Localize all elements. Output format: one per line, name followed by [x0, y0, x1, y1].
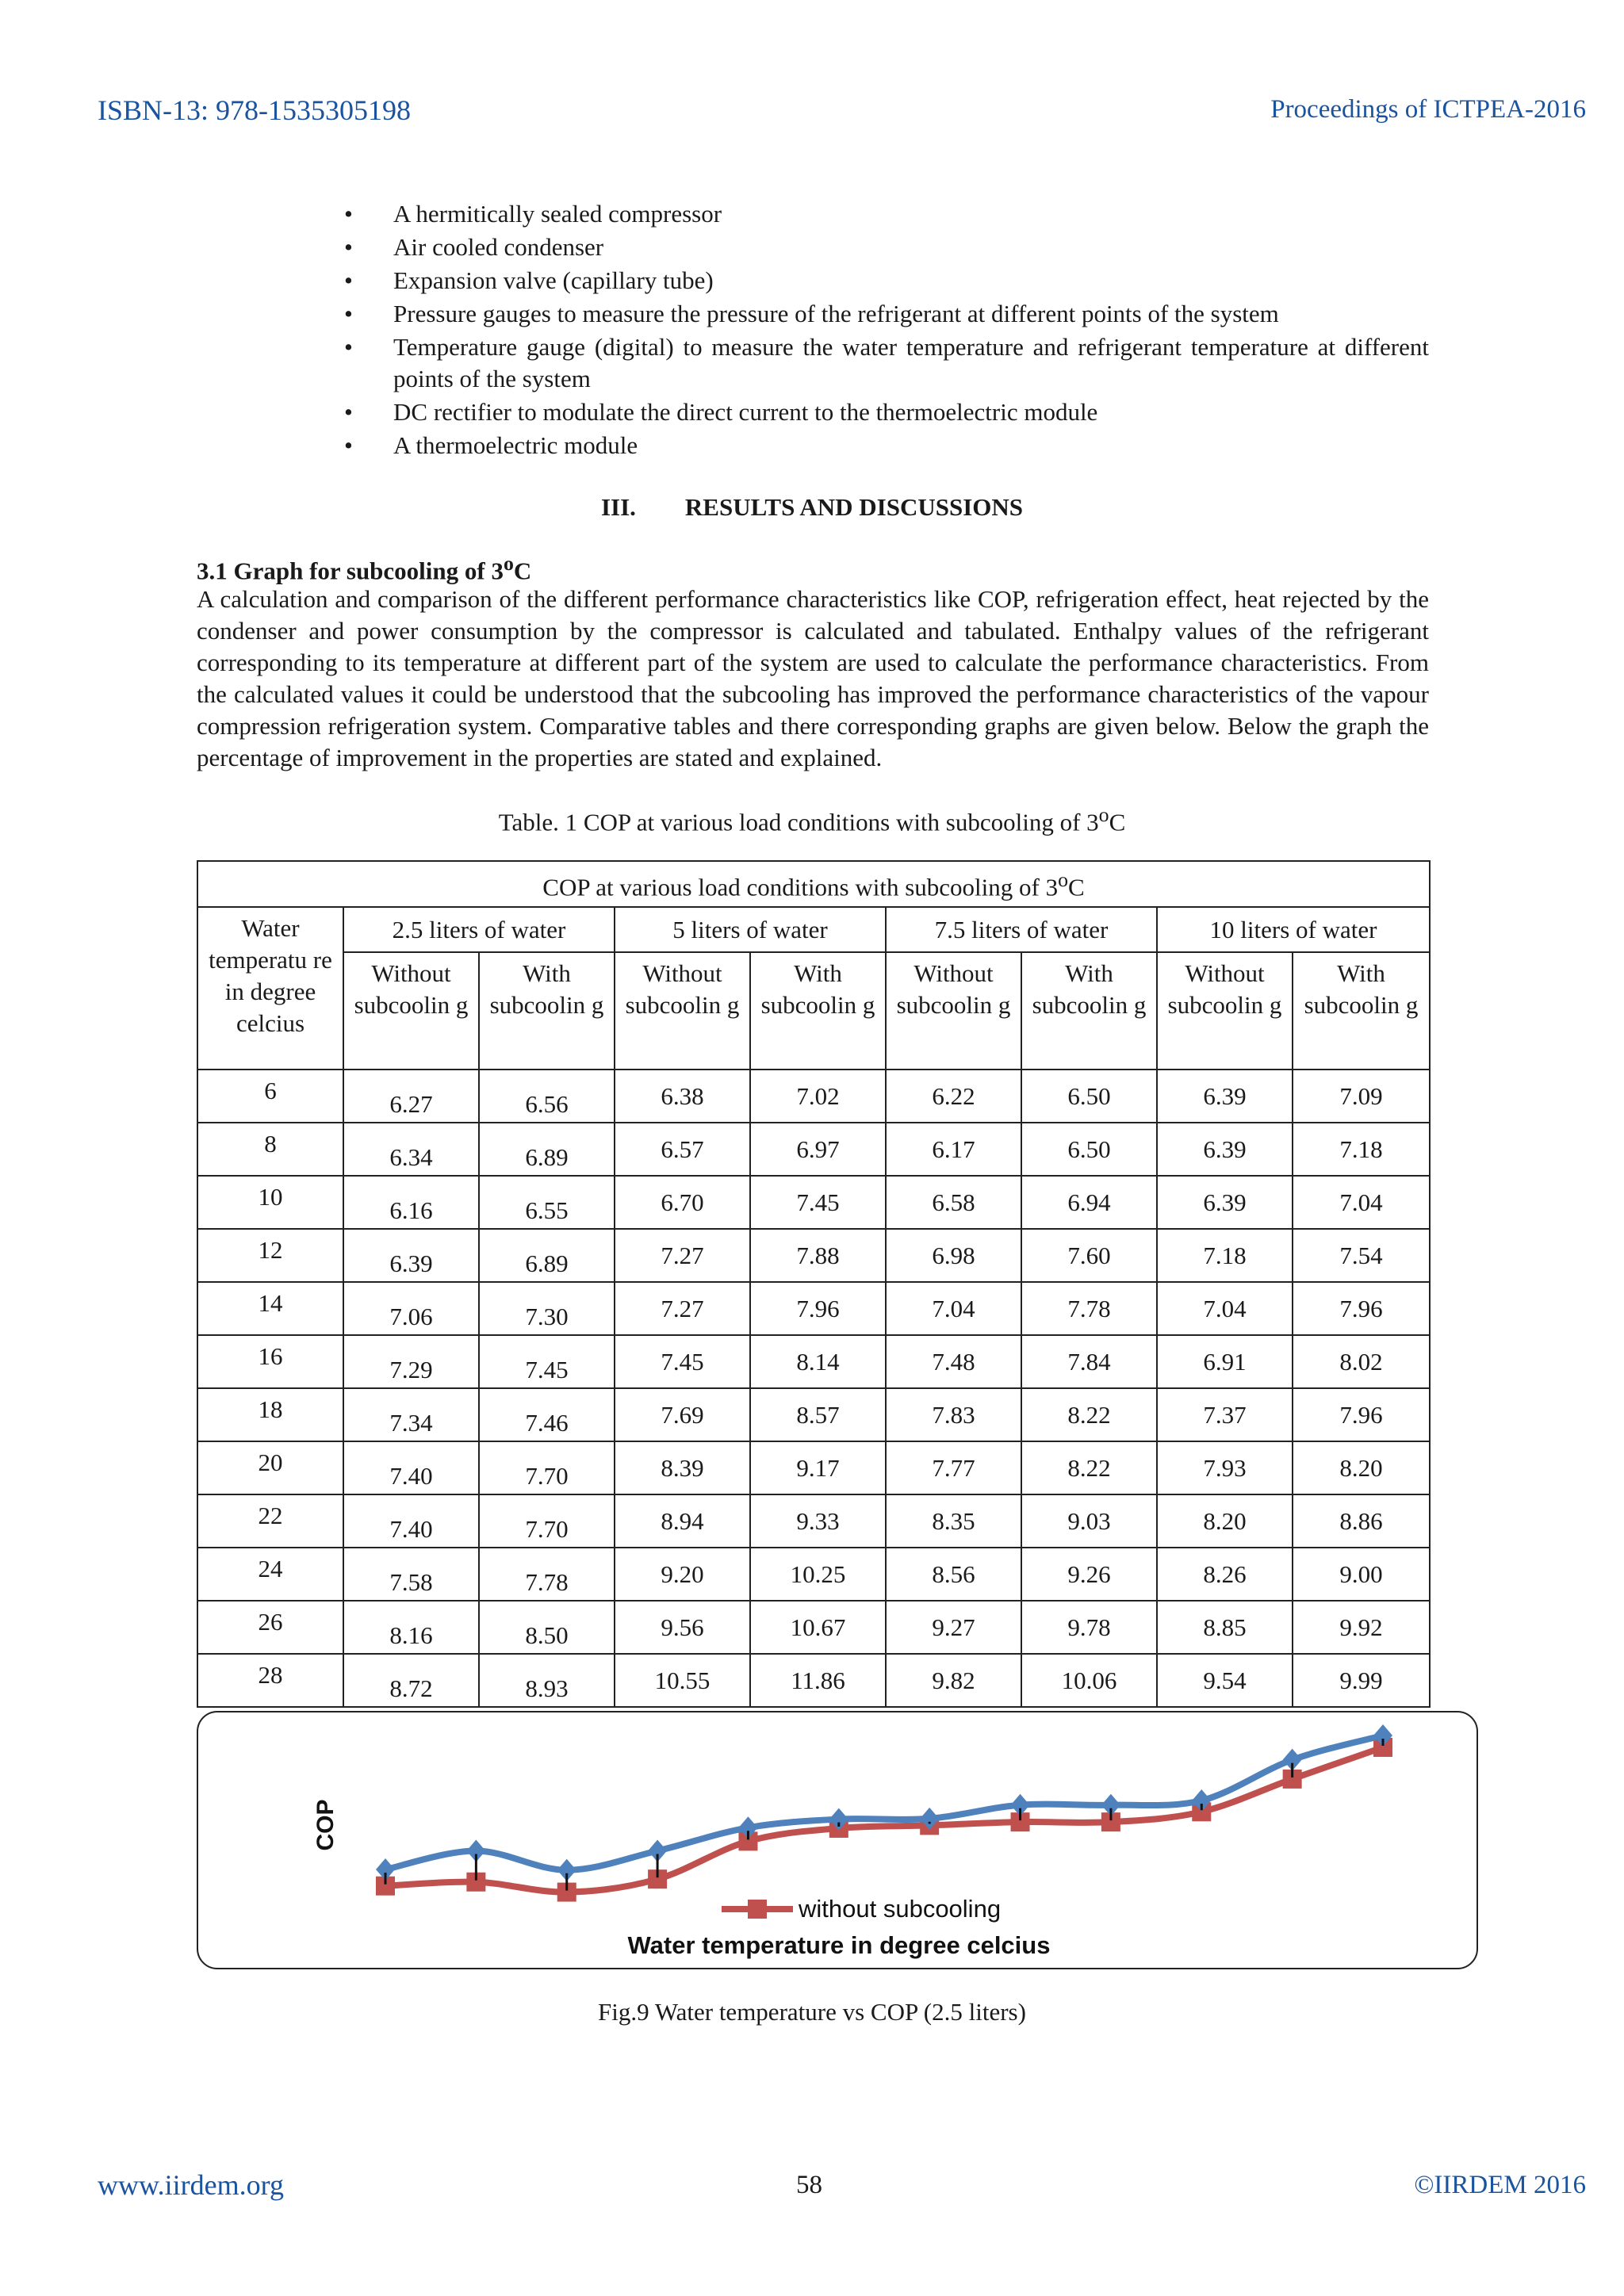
- cop-value-cell: 9.00: [1293, 1548, 1430, 1601]
- cop-value-cell: 6.22: [886, 1070, 1021, 1123]
- header-isbn: ISBN-13: 978-1535305198: [98, 94, 411, 126]
- sub-header-without: Without subcoolin g: [343, 952, 479, 1070]
- list-item: • Expansion valve (capillary tube): [341, 265, 1429, 297]
- cop-value-cell: 8.50: [479, 1601, 615, 1654]
- table-row: [197, 1441, 1430, 1494]
- section-title: RESULTS AND DISCUSSIONS: [684, 493, 1024, 521]
- page-number: 58: [796, 2171, 822, 2199]
- cop-value-cell: 7.93: [1157, 1441, 1293, 1494]
- list-item: • A hermitically sealed compressor: [341, 198, 1429, 230]
- cop-table: [197, 860, 1431, 1708]
- group-header: 2.5 liters of water: [343, 907, 615, 952]
- footer-site[interactable]: www.iirdem.org: [98, 2169, 284, 2201]
- cop-value-cell: 6.70: [615, 1176, 750, 1229]
- cop-value-cell: 7.96: [1293, 1282, 1430, 1335]
- cop-value-cell: 9.54: [1157, 1654, 1293, 1707]
- cop-value-cell: 7.45: [479, 1335, 615, 1388]
- cop-value-cell: 6.39: [1157, 1070, 1293, 1123]
- cop-value-cell: 6.27: [343, 1070, 479, 1123]
- list-item: • A thermoelectric module: [341, 430, 1429, 461]
- cop-value-cell: 7.27: [615, 1282, 750, 1335]
- cop-value-cell: 7.78: [479, 1548, 615, 1601]
- group-header: 7.5 liters of water: [886, 907, 1157, 952]
- cop-value-cell: 8.14: [750, 1335, 886, 1388]
- cop-chart-svg: [198, 1712, 1477, 1968]
- water-temperature-cell: 26: [197, 1601, 343, 1654]
- cop-value-cell: 7.83: [886, 1388, 1021, 1441]
- cop-value-cell: 7.40: [343, 1494, 479, 1548]
- cop-value-cell: 8.16: [343, 1601, 479, 1654]
- cop-value-cell: 7.06: [343, 1282, 479, 1335]
- cop-value-cell: 6.91: [1157, 1335, 1293, 1388]
- x-axis-label: Water temperature in degree celcius: [627, 1931, 1051, 1959]
- section-number: III.: [600, 493, 636, 521]
- cop-value-cell: 8.22: [1021, 1388, 1157, 1441]
- cop-value-cell: 6.16: [343, 1176, 479, 1229]
- cop-value-cell: 10.67: [750, 1601, 886, 1654]
- cop-value-cell: 8.57: [750, 1388, 886, 1441]
- cop-value-cell: 8.20: [1157, 1494, 1293, 1548]
- cop-value-cell: 7.84: [1021, 1335, 1157, 1388]
- cop-value-cell: 7.09: [1293, 1070, 1430, 1123]
- component-list: [341, 198, 1429, 463]
- cop-value-cell: 7.04: [1293, 1176, 1430, 1229]
- row-header-water-temperature: Water temperatu re in degree celcius: [197, 907, 343, 1070]
- cop-value-cell: 9.92: [1293, 1601, 1430, 1654]
- cop-value-cell: 11.86: [750, 1654, 886, 1707]
- table-row: [197, 1070, 1430, 1123]
- body-paragraph: A calculation and comparison of the different performance characteristics like COP, refrigeration effect, heat rejected by the condenser and power consumption by the compressor is calculated and tabulated. Enthalpy values of the refrigerant corresponding to its temperature at different part of the system are used to calculate the performance characteristics. From the calculated values it could be understood that the subcooling has improved the performance characteristics of the vapour compression refrigeration system. Comparative tables and there corresponding graphs are given below. Below the graph the percentage of improvement in the properties are stated and explained.: [197, 585, 1429, 771]
- cop-value-cell: 7.04: [886, 1282, 1021, 1335]
- cop-value-cell: 8.93: [479, 1654, 615, 1707]
- table-row: [197, 1282, 1430, 1335]
- cop-value-cell: 7.60: [1021, 1229, 1157, 1282]
- water-temperature-cell: 10: [197, 1176, 343, 1229]
- water-temperature-cell: 6: [197, 1070, 343, 1123]
- cop-value-cell: 9.78: [1021, 1601, 1157, 1654]
- bullet-icon: •: [344, 333, 353, 361]
- cop-value-cell: 9.99: [1293, 1654, 1430, 1707]
- cop-value-cell: 8.26: [1157, 1548, 1293, 1601]
- cop-value-cell: 6.98: [886, 1229, 1021, 1282]
- legend-label: without subcooling: [799, 1895, 1002, 1923]
- table-row: [197, 1229, 1430, 1282]
- cop-value-cell: 8.20: [1293, 1441, 1430, 1494]
- cop-value-cell: 7.18: [1293, 1123, 1430, 1176]
- cop-value-cell: 8.02: [1293, 1335, 1430, 1388]
- water-temperature-cell: 8: [197, 1123, 343, 1176]
- chart-legend: [722, 1895, 1001, 1923]
- cop-value-cell: 10.25: [750, 1548, 886, 1601]
- cop-value-cell: 6.50: [1021, 1123, 1157, 1176]
- sub-header-without: Without subcoolin g: [1157, 952, 1293, 1070]
- cop-value-cell: 9.17: [750, 1441, 886, 1494]
- cop-value-cell: 9.26: [1021, 1548, 1157, 1601]
- cop-value-cell: 6.39: [1157, 1123, 1293, 1176]
- cop-value-cell: 6.58: [886, 1176, 1021, 1229]
- cop-value-cell: 7.88: [750, 1229, 886, 1282]
- cop-value-cell: 8.35: [886, 1494, 1021, 1548]
- cop-value-cell: 7.96: [1293, 1388, 1430, 1441]
- cop-value-cell: 6.38: [615, 1070, 750, 1123]
- sub-header-with: With subcoolin g: [1293, 952, 1430, 1070]
- group-header: 10 liters of water: [1157, 907, 1430, 952]
- cop-value-cell: 7.37: [1157, 1388, 1293, 1441]
- sub-header-without: Without subcoolin g: [886, 952, 1021, 1070]
- cop-value-cell: 7.58: [343, 1548, 479, 1601]
- water-temperature-cell: 20: [197, 1441, 343, 1494]
- cop-value-cell: 10.55: [615, 1654, 750, 1707]
- table-row: [197, 1654, 1430, 1707]
- cop-value-cell: 9.82: [886, 1654, 1021, 1707]
- table-row: [197, 1335, 1430, 1388]
- cop-value-cell: 7.77: [886, 1441, 1021, 1494]
- cop-value-cell: 6.97: [750, 1123, 886, 1176]
- cop-value-cell: 7.40: [343, 1441, 479, 1494]
- cop-value-cell: 7.70: [479, 1441, 615, 1494]
- water-temperature-cell: 28: [197, 1654, 343, 1707]
- cop-value-cell: 6.94: [1021, 1176, 1157, 1229]
- table-row: [197, 1123, 1430, 1176]
- cop-value-cell: 9.20: [615, 1548, 750, 1601]
- cop-value-cell: 8.94: [615, 1494, 750, 1548]
- cop-value-cell: 6.50: [1021, 1070, 1157, 1123]
- list-item: • Pressure gauges to measure the pressure of the refrigerant at different points of the system: [341, 298, 1429, 330]
- cop-value-cell: 7.70: [479, 1494, 615, 1548]
- y-axis-label: COP: [312, 1799, 339, 1851]
- table-caption: Table. 1 COP at various load conditions with subcooling of 3$^o$C: [498, 803, 1126, 836]
- cop-chart: [197, 1711, 1478, 1969]
- bullet-icon: •: [344, 266, 353, 294]
- cop-value-cell: 7.48: [886, 1335, 1021, 1388]
- cop-value-cell: 10.06: [1021, 1654, 1157, 1707]
- cop-value-cell: 7.18: [1157, 1229, 1293, 1282]
- cop-value-cell: 6.89: [479, 1123, 615, 1176]
- cop-value-cell: 7.69: [615, 1388, 750, 1441]
- bullet-icon: •: [344, 431, 353, 459]
- table-row: [197, 1388, 1430, 1441]
- list-item: • Air cooled condenser: [341, 232, 1429, 263]
- cop-value-cell: 7.54: [1293, 1229, 1430, 1282]
- cop-value-cell: 6.17: [886, 1123, 1021, 1176]
- subsection-heading: 3.1 Graph for subcooling of 3$^o$C: [197, 552, 532, 585]
- bullet-icon: •: [344, 300, 353, 327]
- cop-value-cell: 7.96: [750, 1282, 886, 1335]
- sub-header-with: With subcoolin g: [479, 952, 615, 1070]
- table-title: COP at various load conditions with subcooling of 3$^o$C: [197, 861, 1430, 907]
- cop-value-cell: 6.89: [479, 1229, 615, 1282]
- cop-value-cell: 7.34: [343, 1388, 479, 1441]
- cop-value-cell: 8.85: [1157, 1601, 1293, 1654]
- cop-value-cell: 7.78: [1021, 1282, 1157, 1335]
- header-proceedings: Proceedings of ICTPEA-2016: [1270, 95, 1586, 124]
- cop-value-cell: 8.86: [1293, 1494, 1430, 1548]
- table-row: [197, 1548, 1430, 1601]
- cop-value-cell: 7.27: [615, 1229, 750, 1282]
- table-row: [197, 1494, 1430, 1548]
- footer-copyright: ©IIRDEM 2016: [1414, 2171, 1586, 2199]
- cop-value-cell: 9.03: [1021, 1494, 1157, 1548]
- cop-value-cell: 6.55: [479, 1176, 615, 1229]
- cop-value-cell: 7.30: [479, 1282, 615, 1335]
- cop-value-cell: 6.57: [615, 1123, 750, 1176]
- cop-value-cell: 7.02: [750, 1070, 886, 1123]
- cop-value-cell: 8.56: [886, 1548, 1021, 1601]
- list-item: • DC rectifier to modulate the direct current to the thermoelectric module: [341, 396, 1429, 428]
- cop-value-cell: 7.46: [479, 1388, 615, 1441]
- bullet-icon: •: [344, 200, 353, 228]
- cop-value-cell: 9.33: [750, 1494, 886, 1548]
- cop-value-cell: 8.22: [1021, 1441, 1157, 1494]
- water-temperature-cell: 24: [197, 1548, 343, 1601]
- sub-header-with: With subcoolin g: [1021, 952, 1157, 1070]
- bullet-icon: •: [344, 398, 353, 426]
- cop-value-cell: 7.29: [343, 1335, 479, 1388]
- table-row: [197, 1176, 1430, 1229]
- water-temperature-cell: 16: [197, 1335, 343, 1388]
- sub-header-without: Without subcoolin g: [615, 952, 750, 1070]
- section-heading: [0, 493, 1624, 522]
- cop-value-cell: 8.72: [343, 1654, 479, 1707]
- figure-caption: Fig.9 Water temperature vs COP (2.5 liters): [598, 1998, 1026, 2026]
- cop-value-cell: 6.34: [343, 1123, 479, 1176]
- water-temperature-cell: 14: [197, 1282, 343, 1335]
- cop-value-cell: 7.04: [1157, 1282, 1293, 1335]
- cop-value-cell: 6.56: [479, 1070, 615, 1123]
- table-row: [197, 1601, 1430, 1654]
- cop-value-cell: 7.45: [750, 1176, 886, 1229]
- cop-value-cell: 6.39: [343, 1229, 479, 1282]
- cop-value-cell: 9.56: [615, 1601, 750, 1654]
- legend-marker: [748, 1900, 767, 1919]
- cop-value-cell: 6.39: [1157, 1176, 1293, 1229]
- cop-value-cell: 9.27: [886, 1601, 1021, 1654]
- list-item: • Temperature gauge (digital) to measure the water temperature and refrigerant temperature at different points of the system: [344, 333, 1429, 392]
- bullet-icon: •: [344, 233, 353, 261]
- sub-header-with: With subcoolin g: [750, 952, 886, 1070]
- cop-value-cell: 7.45: [615, 1335, 750, 1388]
- water-temperature-cell: 18: [197, 1388, 343, 1441]
- cop-value-cell: 8.39: [615, 1441, 750, 1494]
- water-temperature-cell: 22: [197, 1494, 343, 1548]
- group-header: 5 liters of water: [615, 907, 886, 952]
- water-temperature-cell: 12: [197, 1229, 343, 1282]
